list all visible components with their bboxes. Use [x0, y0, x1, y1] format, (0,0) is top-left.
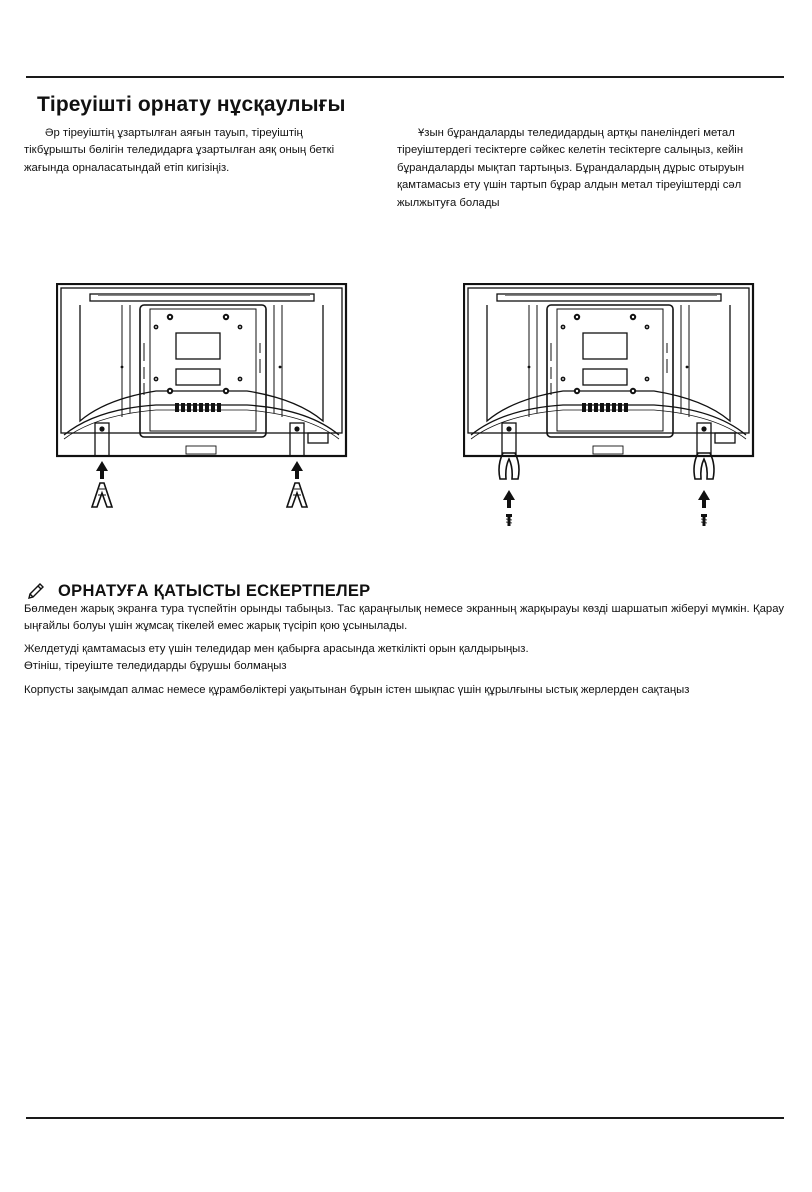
tv-back-illustration — [463, 283, 755, 535]
pencil-icon — [26, 581, 46, 601]
stand-leg-left — [92, 483, 112, 507]
note-rotation: Өтініш, тіреуіште теледидарды бұрушы болмаңыз — [24, 660, 287, 672]
stand-leg-right — [287, 483, 307, 507]
screw-left — [506, 514, 512, 526]
bottom-rule — [26, 1117, 784, 1119]
stand-screw-diagram — [463, 283, 755, 535]
screw-right — [701, 514, 707, 526]
up-arrow-left — [503, 490, 515, 508]
installation-notes — [24, 601, 784, 699]
stand-insertion-diagram — [56, 283, 348, 513]
notes-heading: ОРНАТУҒА ҚАТЫСТЫ ЕСКЕРТПЕЛЕР — [58, 581, 371, 600]
note-lighting: Бөлмеден жарық экранға тура түспейтін орынды табыңыз. Тас қараңғылық немесе экранның жарқырауы көзді шаршатып жіберуі мүмкін. Қарау ыңғайлы болуы үшін жұмсақ тікелей емес жарық түсіріп қою ұсынылады. — [24, 603, 784, 632]
up-arrow-left — [96, 461, 108, 479]
up-arrow-right — [698, 490, 710, 508]
top-rule — [26, 76, 784, 78]
instruction-step-left: Әр тіреуіштің ұзартылған аяғын тауып, тіреуіштің тікбұрышты бөлігін теледидарға ұзартылған аяқ оның беткі жағында орналасатындай етіп кигізіңіз. — [24, 127, 335, 174]
note-ventilation: Желдетуді қамтамасыз ету үшін теледидар мен қабырға арасында жеткілікті орын қалдырыңыз. — [24, 643, 529, 655]
notes-heading-row — [26, 580, 370, 602]
tv-back-illustration — [56, 283, 348, 513]
note-heat: Корпусты зақымдап алмас немесе құрамбөліктері уақытынан бұрын істен шықпас үшін құрылғыны ыстық жерлерден сақтаңыз — [24, 684, 690, 696]
instruction-step-right: Ұзын бұрандаларды теледидардың артқы панеліндегі метал тіреуіштердегі тесіктерге сәйкес келетін тесіктерге салыңыз, кейін бұрандаларды мықтап тартыңыз. Бұрандалардың дұрыс отыруын қамтамасыз ету үшін тартып бұрар алдын метал тіреуіштерді сәл жылжытуға болады — [397, 127, 745, 209]
up-arrow-right — [291, 461, 303, 479]
page-title: Тіреуішті орнату нұсқаулығы — [37, 93, 346, 116]
